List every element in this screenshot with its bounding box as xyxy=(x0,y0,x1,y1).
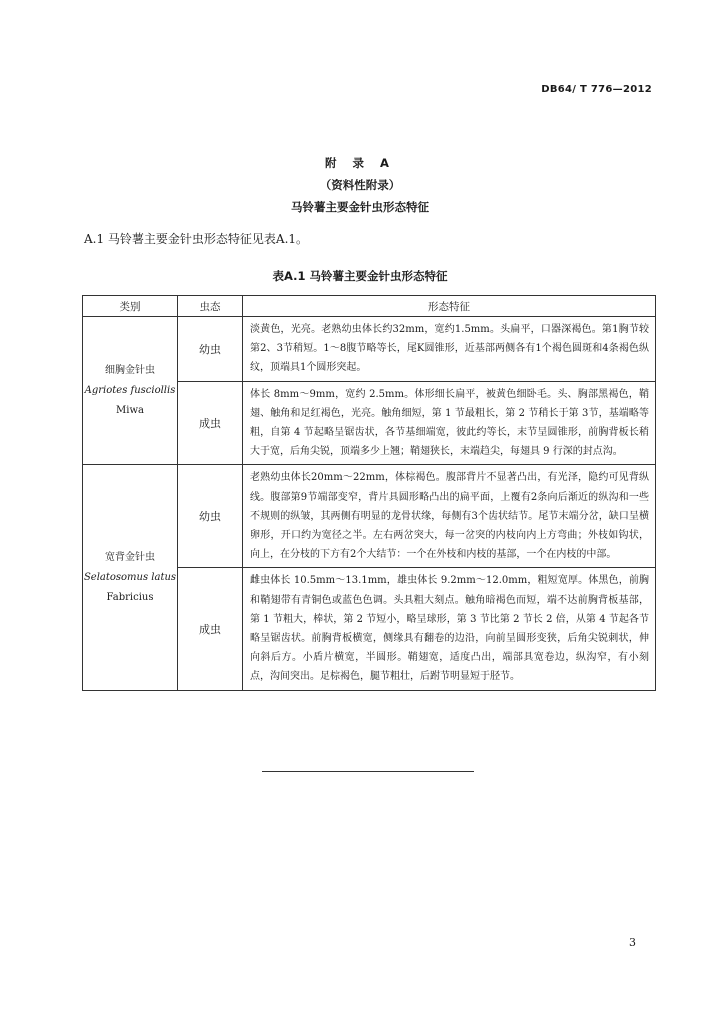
stage-cell: 幼虫 xyxy=(178,317,243,382)
description-cell: 雌虫体长 10.5mm～13.1mm，雄虫体长 9.2mm～12.0mm，粗短宽厚。体黑色，前胸和鞘翅带有青铜色或蓝色色调。头具粗大刻点。触角暗褐色而短，端不达前胸背板基部，第 1 节粗大，棒状，第 2 节短小，略呈球形，第 3 节比第 2 节长 2 倍，从第 4 节起各节略呈锯齿状。前胸背板横宽，侧缘具有翻卷的边沿，向前呈圆形变狭，后角尖锐刺状，伸向斜后方。小盾片横宽，半圆形。鞘翅宽，适度凸出，端部具宽卷边，纵沟窄，有小刻点，沟间突出。足棕褐色，腿节粗壮，后跗节明显短于胫节。 xyxy=(243,568,656,690)
species-name-latin: Agriotes fusciollis xyxy=(84,384,176,396)
species-name-latin: Selatosomus latus xyxy=(83,571,177,583)
table-row xyxy=(83,465,656,568)
stage-cell: 成虫 xyxy=(178,381,243,465)
category-cell xyxy=(83,465,178,690)
appendix-heading xyxy=(0,152,720,218)
table-header-row xyxy=(83,296,656,317)
appendix-title: 马铃薯主要金针虫形态特征 xyxy=(291,200,429,214)
header-features: 形态特征 xyxy=(243,296,656,317)
intro-paragraph: A.1 马铃薯主要金针虫形态特征见表A.1。 xyxy=(84,232,309,246)
morphology-table xyxy=(82,295,656,691)
appendix-label: 附 录 A xyxy=(325,156,395,170)
species-name-cn: 宽背金针虫 xyxy=(105,551,155,563)
description-cell: 体长 8mm～9mm，宽约 2.5mm。体形细长扁平，被黄色细卧毛。头、胸部黑褐色，鞘翅、触角和足红褐色，光亮。触角细短，第 1 节最粗长，第 2 节稍长于第 3节，基端略等粗，自第 4 节起略呈锯齿状，各节基细端宽，彼此约等长，末节呈圆锥形，前胸背板长稍大于宽，后角尖锐，顶端多少上翘；鞘翅狭长，末端趋尖，每翅具 9 行深的封点沟。 xyxy=(243,381,656,465)
stage-cell: 成虫 xyxy=(178,568,243,690)
footer-divider xyxy=(262,771,474,772)
stage-cell: 幼虫 xyxy=(178,465,243,568)
appendix-type: （资料性附录） xyxy=(319,178,401,192)
species-author: Fabricius xyxy=(106,591,154,603)
table-title: 表A.1 马铃薯主要金针虫形态特征 xyxy=(272,269,448,283)
header-category: 类别 xyxy=(83,296,178,317)
category-cell xyxy=(83,317,178,465)
header-stage: 虫态 xyxy=(178,296,243,317)
description-cell: 淡黄色，光亮。老熟幼虫体长约32mm，宽约1.5mm。头扁平，口器深褐色。第1胸节较第2、3节稍短。1～8腹节略等长，尾K圆锥形，近基部两侧各有1个褐色圆斑和4条褐色纵纹，顶端具1个圆形突起。 xyxy=(243,317,656,382)
document-code: DB64/ T 776—2012 xyxy=(541,84,652,95)
description-cell: 老熟幼虫体长20mm～22mm，体棕褐色。腹部背片不显著凸出，有光泽，隐约可见背纵线。腹部第9节端部变窄，背片具圆形略凸出的扁平面，上覆有2条向后渐近的纵沟和一些不规则的纵皱，其两侧有明显的龙骨状缘，每侧有3个齿状结节。尾节末端分岔，缺口呈横卵形，开口约为宽径之半。左右两岔突大，每一岔突的内枝向内上方弯曲；外枝如钩状，向上，在分枝的下方有2个大结节：一个在外枝和内枝的基部，一个在内枝的中部。 xyxy=(243,465,656,568)
table-row xyxy=(83,317,656,382)
species-author: Miwa xyxy=(116,404,144,416)
species-name-cn: 细胸金针虫 xyxy=(105,364,155,376)
page-number: 3 xyxy=(629,936,636,949)
